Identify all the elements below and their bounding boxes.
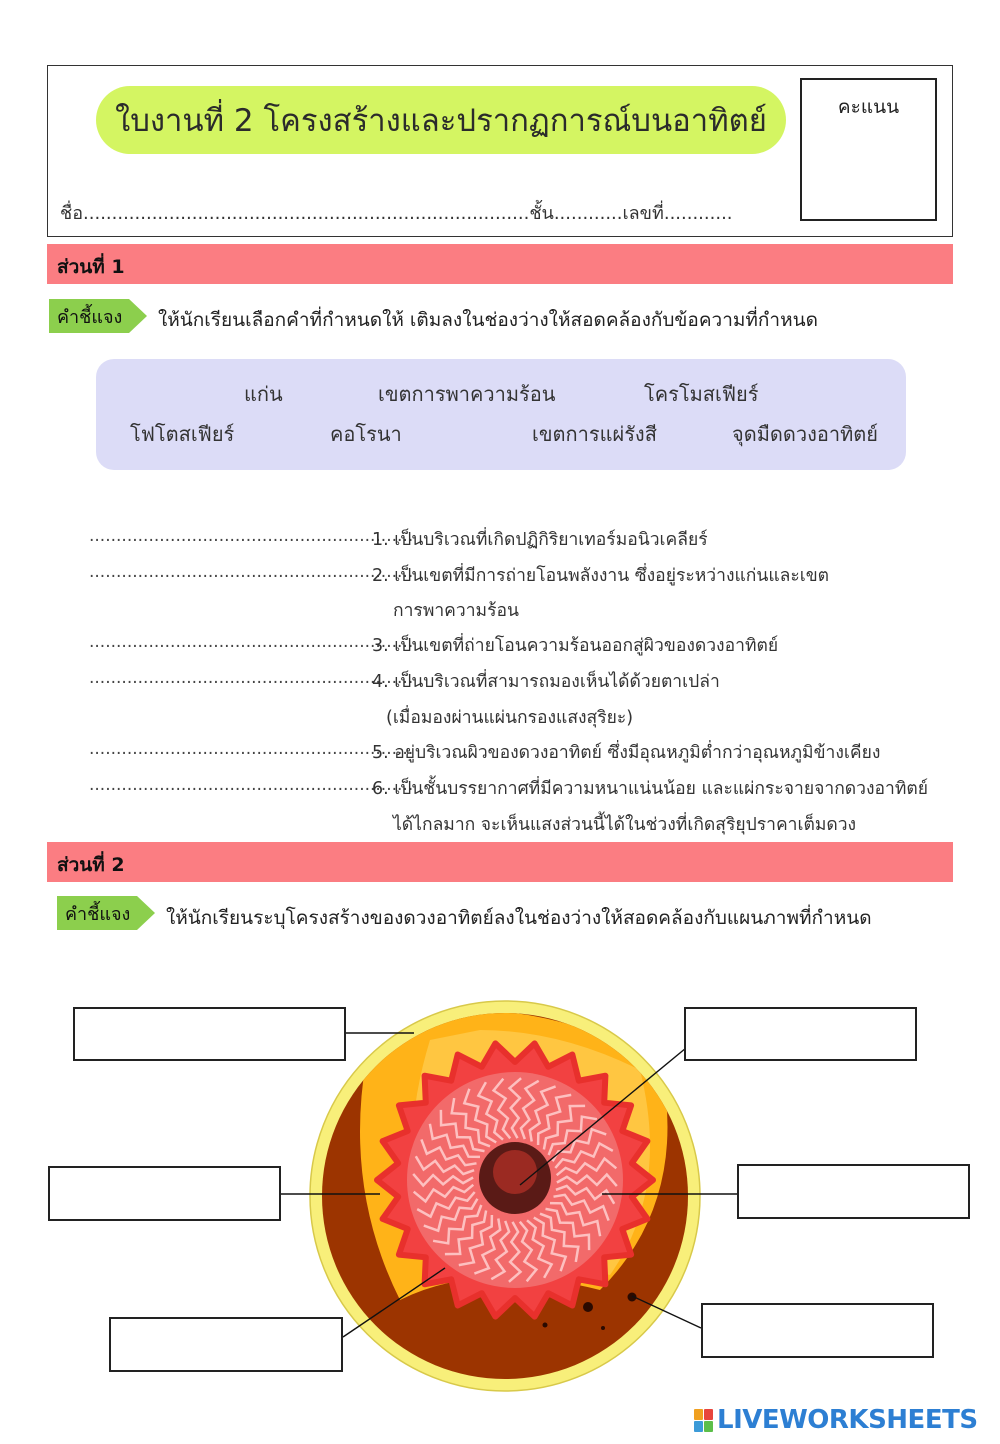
instruction-tag-label: คำชี้แจง <box>57 896 137 930</box>
logo-text: LIVEWORKSHEETS <box>717 1405 978 1435</box>
score-box[interactable] <box>800 78 937 221</box>
part1-instruction: ให้นักเรียนเลือกคำที่กำหนดให้ เติมลงในช่องว่างให้สอดคล้องกับข้อความที่กำหนด <box>158 309 818 331</box>
word-bank <box>96 359 906 470</box>
answer-blank-5[interactable]: ............................................................ <box>89 739 414 759</box>
question-5: 5. อยู่บริเวณผิวของดวงอาทิตย์ ซึ่งมีอุณหภูมิต่ำกว่าอุณหภูมิข้างเคียง <box>372 743 881 763</box>
label-box-radiative-zone[interactable] <box>737 1164 970 1219</box>
answer-blank-3[interactable]: ............................................................ <box>89 632 414 652</box>
question-6-cont: ได้ไกลมาก จะเห็นแสงส่วนนี้ได้ในช่วงที่เกิดสุริยุปราคาเต็มดวง <box>393 815 857 835</box>
answer-blank-2[interactable]: ............................................................ <box>89 562 414 582</box>
answer-blank-4[interactable]: ............................................................ <box>89 668 414 688</box>
worksheet-title-text: ใบงานที่ 2 โครงสร้างและปรากฏการณ์บนอาทิตย์ <box>115 103 767 139</box>
question-4-cont: (เมื่อมองผ่านแผ่นกรองแสงสุริยะ) <box>386 708 634 728</box>
question-4: 4. เป็นบริเวณที่สามารถมองเห็นได้ด้วยตาเปล่า <box>372 672 720 692</box>
question-6: 6. เป็นชั้นบรรยากาศที่มีความหนาแน่นน้อย และแผ่กระจายจากดวงอาทิตย์ <box>372 779 929 799</box>
label-box-photosphere[interactable] <box>109 1317 343 1372</box>
word-bank-item: คอโรนา <box>330 422 402 446</box>
word-bank-item: แก่น <box>244 382 283 406</box>
part2-heading: ส่วนที่ 2 <box>57 854 125 876</box>
sunspot <box>583 1302 593 1312</box>
section-bar-part1 <box>47 244 953 284</box>
label-box-convective-zone[interactable] <box>48 1166 281 1221</box>
question-2-cont: การพาความร้อน <box>393 601 519 621</box>
label-box-core[interactable] <box>684 1007 917 1061</box>
tag-arrow-icon <box>137 896 155 930</box>
question-1: 1. เป็นบริเวณที่เกิดปฏิกิริยาเทอร์มอนิวเคลียร์ <box>372 530 708 550</box>
worksheet-title <box>96 86 786 154</box>
logo-icon <box>694 1409 713 1432</box>
student-info-line[interactable]: ชื่อ..............................................................................ชั้น............เลขที่............ <box>60 203 733 224</box>
liveworksheets-logo <box>694 1403 978 1437</box>
question-3: 3. เป็นเขตที่ถ่ายโอนความร้อนออกสู่ผิวของดวงอาทิตย์ <box>372 636 779 656</box>
part1-heading: ส่วนที่ 1 <box>57 256 125 278</box>
sunspot <box>601 1326 605 1330</box>
question-2: 2. เป็นเขตที่มีการถ่ายโอนพลังงาน ซึ่งอยู่ระหว่างแก่นและเขต <box>372 566 830 586</box>
label-box-sunspot[interactable] <box>701 1303 934 1358</box>
answer-blank-1[interactable]: ............................................................ <box>89 526 414 546</box>
word-bank-item: จุดมืดดวงอาทิตย์ <box>732 422 878 446</box>
word-bank-item: โฟโตสเฟียร์ <box>130 422 235 446</box>
section-bar-part2 <box>47 842 953 882</box>
word-bank-item: เขตการแผ่รังสี <box>532 422 657 446</box>
word-bank-item: โครโมสเฟียร์ <box>644 382 759 406</box>
instruction-tag-label: คำชี้แจง <box>49 299 129 333</box>
part2-instruction: ให้นักเรียนระบุโครงสร้างของดวงอาทิตย์ลงในช่องว่างให้สอดคล้องกับแผนภาพที่กำหนด <box>166 907 872 929</box>
word-bank-item: เขตการพาความร้อน <box>378 382 556 406</box>
score-label: คะแนน <box>837 96 900 118</box>
label-box-corona[interactable] <box>73 1007 346 1061</box>
tag-arrow-icon <box>129 299 147 333</box>
sunspot <box>543 1323 548 1328</box>
core-highlight <box>493 1150 537 1194</box>
answer-blank-6[interactable]: ............................................................ <box>89 775 414 795</box>
